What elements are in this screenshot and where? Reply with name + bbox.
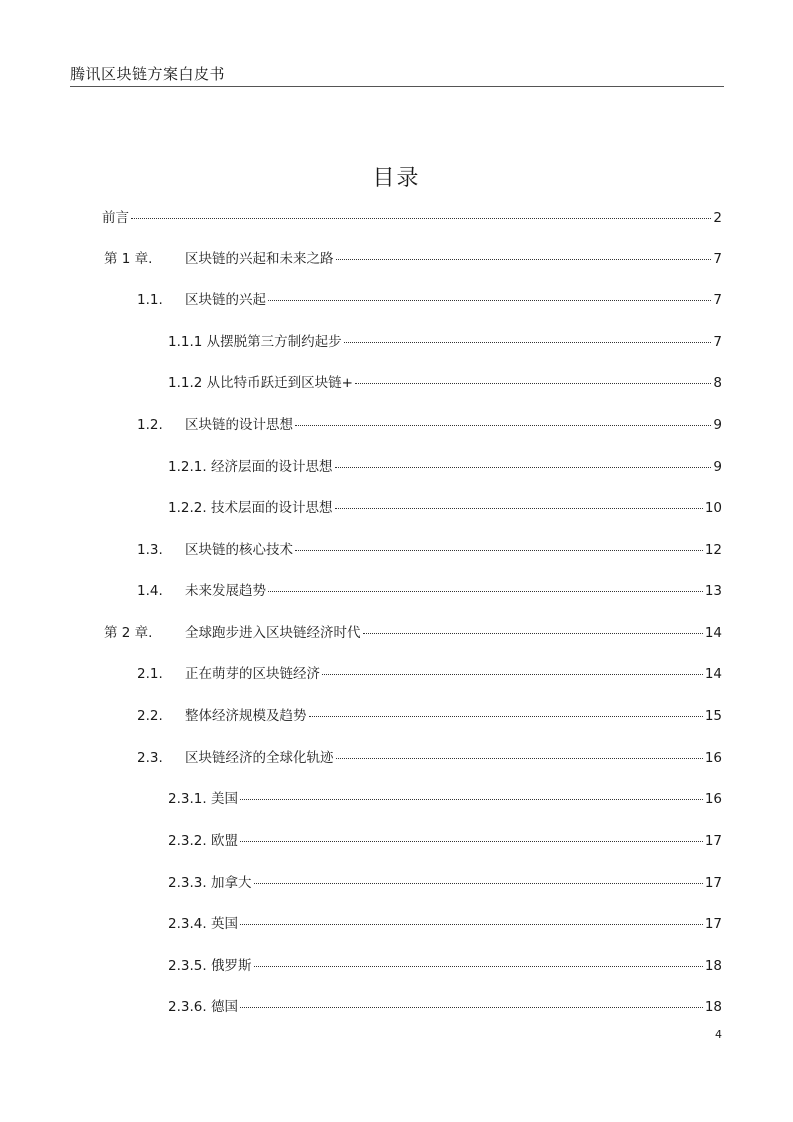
toc-entry[interactable]: [0, 748, 793, 768]
toc-entry-line: [185, 748, 722, 768]
toc-entry-page: 7: [713, 292, 722, 308]
toc-title: 目录: [372, 166, 421, 191]
dot-leader: [355, 382, 711, 384]
dot-leader: [131, 217, 711, 219]
toc-entry-page: 10: [704, 500, 722, 516]
toc-entry-line: [211, 831, 722, 851]
toc-entry-title: 区块链经济的全球化轨迹: [185, 750, 334, 766]
toc-entry-line: [168, 373, 722, 393]
toc-entry-line: [211, 457, 722, 477]
toc-entry-line: [185, 249, 722, 269]
toc-entry-title: 1.1.1 从摆脱第三方制约起步: [168, 334, 342, 350]
toc-entry-title: 前言: [102, 210, 129, 226]
dot-leader: [335, 507, 703, 509]
toc-entry-title: 区块链的兴起: [185, 292, 266, 308]
toc-entry-line: [185, 581, 722, 601]
toc-entry-page: 16: [704, 750, 722, 766]
toc-entry-title: 英国: [211, 916, 238, 932]
dot-leader: [335, 466, 712, 468]
toc-entry[interactable]: [0, 581, 793, 601]
dot-leader: [254, 882, 703, 884]
dot-leader: [240, 1006, 703, 1008]
toc-entry-page: 17: [704, 833, 722, 849]
toc-entry-page: 9: [713, 417, 722, 433]
toc-entry-line: [168, 332, 722, 352]
toc-entry-number: 2.3.5.: [168, 958, 207, 974]
toc-entry-title: 全球跑步进入区块链经济时代: [185, 625, 361, 641]
toc-entry-page: 17: [704, 916, 722, 932]
dot-leader: [336, 757, 703, 759]
toc-entry-number: 2.3.: [137, 750, 163, 766]
dot-leader: [240, 923, 703, 925]
toc-entry[interactable]: [0, 373, 793, 393]
dot-leader: [268, 299, 711, 301]
toc-entry[interactable]: [0, 873, 793, 893]
toc-entry-title: 区块链的设计思想: [185, 417, 293, 433]
toc-entry-page: 17: [704, 875, 722, 891]
toc-entry-line: [211, 498, 722, 518]
toc-entry-line: [185, 415, 722, 435]
dot-leader: [295, 549, 703, 551]
toc-entry-number: 第 2 章.: [104, 625, 153, 641]
toc-entry-title: 技术层面的设计思想: [211, 500, 333, 516]
toc-entry[interactable]: [0, 664, 793, 684]
toc-entry-number: 2.3.6.: [168, 999, 207, 1015]
dot-leader: [240, 798, 703, 800]
toc-entry[interactable]: [0, 332, 793, 352]
toc-entry[interactable]: [0, 415, 793, 435]
toc-entry-line: [211, 873, 722, 893]
dot-leader: [295, 424, 711, 426]
toc-entry-page: 13: [704, 583, 722, 599]
dot-leader: [322, 673, 703, 675]
toc-entry[interactable]: [0, 498, 793, 518]
toc-entry[interactable]: [0, 540, 793, 560]
toc-entry-page: 7: [713, 334, 722, 350]
toc-entry[interactable]: [0, 789, 793, 809]
toc-entry-line: [211, 789, 722, 809]
toc-entry-page: 18: [704, 999, 722, 1015]
toc-entry-title: 加拿大: [211, 875, 252, 891]
toc-entry-page: 7: [713, 251, 722, 267]
toc-entry[interactable]: [0, 290, 793, 310]
toc-entry-line: [211, 997, 722, 1017]
toc-entry-title: 欧盟: [211, 833, 238, 849]
toc-entry-title: 俄罗斯: [211, 958, 252, 974]
toc-entry[interactable]: [0, 623, 793, 643]
toc-entry-page: 2: [713, 210, 722, 226]
toc-entry-page: 15: [704, 708, 722, 724]
toc-entry-line: [185, 706, 722, 726]
toc-entry-number: 1.2.2.: [168, 500, 207, 516]
dot-leader: [309, 715, 703, 717]
toc-entry-title: 区块链的核心技术: [185, 542, 293, 558]
running-header: 腾讯区块链方案白皮书: [70, 65, 226, 83]
toc-entry-number: 2.3.4.: [168, 916, 207, 932]
toc-entry-line: [185, 540, 722, 560]
toc-entry-page: 14: [704, 666, 722, 682]
toc-entry-number: 2.3.1.: [168, 791, 207, 807]
toc-entry[interactable]: [0, 831, 793, 851]
toc-entry-title: 1.1.2 从比特币跃迁到区块链+: [168, 375, 353, 391]
toc-entry[interactable]: [0, 457, 793, 477]
toc-entry-page: 9: [713, 459, 722, 475]
page-number: 4: [715, 1028, 722, 1041]
toc-entry[interactable]: [0, 706, 793, 726]
toc-entry-page: 16: [704, 791, 722, 807]
dot-leader: [344, 341, 712, 343]
toc-entry-title: 未来发展趋势: [185, 583, 266, 599]
toc-entry-number: 2.3.2.: [168, 833, 207, 849]
toc-entry[interactable]: [0, 956, 793, 976]
toc-entry-page: 18: [704, 958, 722, 974]
toc-entry-number: 1.2.1.: [168, 459, 207, 475]
toc-entry-page: 8: [713, 375, 722, 391]
toc-entry-number: 2.1.: [137, 666, 163, 682]
toc-entry-number: 1.2.: [137, 417, 163, 433]
toc-entry-title: 经济层面的设计思想: [211, 459, 333, 475]
dot-leader: [254, 965, 703, 967]
toc-entry-line: [185, 290, 722, 310]
toc-entry-number: 1.4.: [137, 583, 163, 599]
toc-entry-title: 整体经济规模及趋势: [185, 708, 307, 724]
toc-entry-number: 第 1 章.: [104, 251, 153, 267]
toc-entry-number: 1.3.: [137, 542, 163, 558]
toc-entry[interactable]: [0, 249, 793, 269]
toc-entry-title: 德国: [211, 999, 238, 1015]
toc-entry-number: 1.1.: [137, 292, 163, 308]
toc-entry-line: [211, 914, 722, 934]
toc-entry[interactable]: [0, 914, 793, 934]
toc-entry-number: 2.2.: [137, 708, 163, 724]
dot-leader: [363, 632, 703, 634]
toc-entry-number: 2.3.3.: [168, 875, 207, 891]
toc-entry-line: [185, 623, 722, 643]
toc-entry-title: 正在萌芽的区块链经济: [185, 666, 320, 682]
toc-entry-page: 12: [704, 542, 722, 558]
toc-entry[interactable]: [0, 208, 793, 228]
toc-entry[interactable]: [0, 997, 793, 1017]
dot-leader: [268, 590, 703, 592]
dot-leader: [336, 258, 712, 260]
toc-entry-title: 美国: [211, 791, 238, 807]
toc-entry-title: 区块链的兴起和未来之路: [185, 251, 334, 267]
dot-leader: [240, 840, 703, 842]
toc-entry-page: 14: [704, 625, 722, 641]
toc-entry-line: [211, 956, 722, 976]
toc-entry-line: [102, 208, 722, 228]
toc-entry-line: [185, 664, 722, 684]
